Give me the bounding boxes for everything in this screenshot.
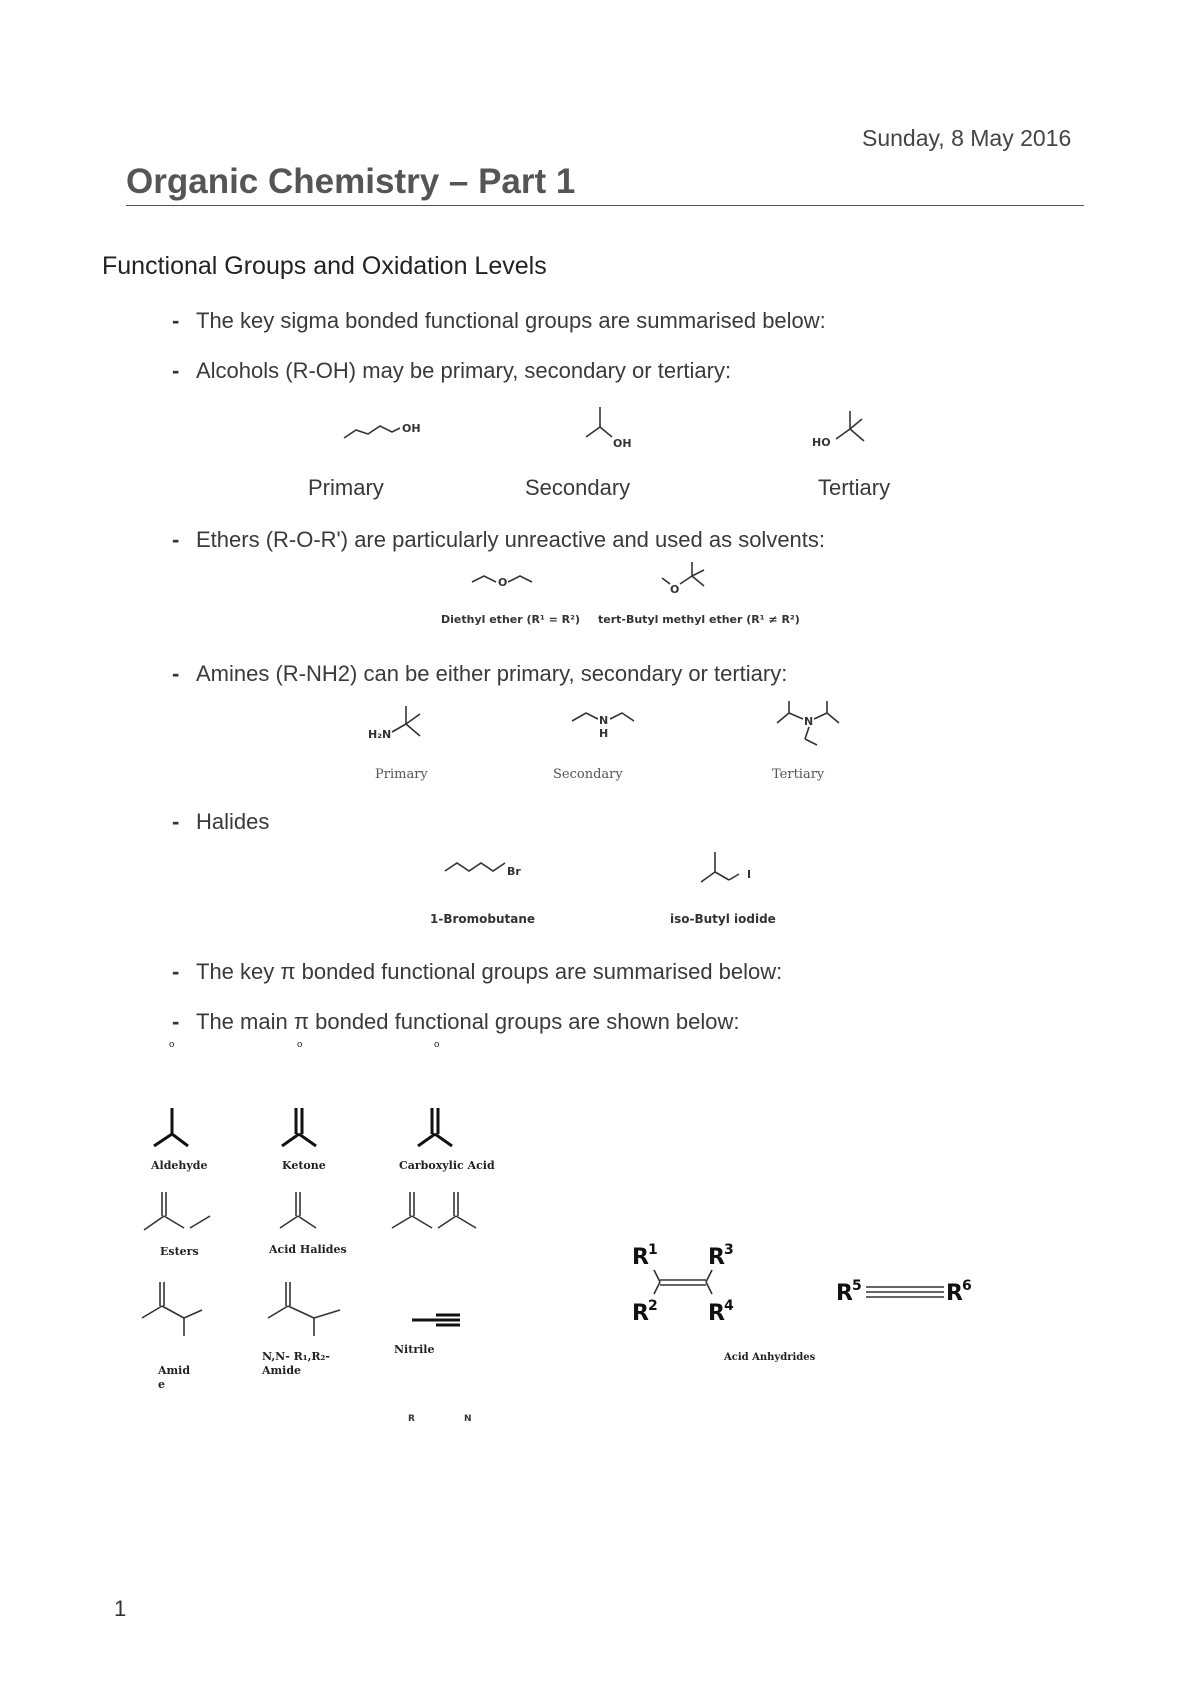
stray-o-3: o xyxy=(434,1040,440,1050)
carboxylic-acid-label: Carboxylic Acid xyxy=(399,1159,495,1172)
stray-o-2: o xyxy=(297,1040,303,1050)
alcohol-label-primary: Primary xyxy=(308,475,384,500)
alcohol-label-tertiary: Tertiary xyxy=(818,475,891,500)
bullet-pi-main-text: The main π bonded functional groups are shown below: xyxy=(196,1009,740,1034)
bullet-alcohols-text: Alcohols (R-OH) may be primary, secondary or tertiary: xyxy=(196,358,732,383)
bullet-pi-key: - The key π bonded functional groups are summarised below: xyxy=(172,959,783,984)
acid-halides-label: Acid Halides xyxy=(269,1243,347,1256)
alkyne-structure xyxy=(834,1270,994,1310)
bullet-sigma-text: The key sigma bonded functional groups are summarised below: xyxy=(196,308,826,333)
isobutyl-iodide-caption: iso-Butyl iodide xyxy=(670,912,776,926)
alkyne-r6-sup: 6 xyxy=(962,1278,972,1294)
diethyl-ether-o: O xyxy=(498,576,508,589)
nitrile-structure xyxy=(410,1310,470,1330)
nitrile-label: Nitrile xyxy=(394,1343,435,1356)
secondary-alcohol-oh: OH xyxy=(613,437,632,450)
document-date: Sunday, 8 May 2016 xyxy=(862,125,1072,151)
bullet-halides-text: Halides xyxy=(196,809,270,834)
stray-r-label: R xyxy=(408,1414,415,1424)
alkene-r3: R xyxy=(708,1245,725,1270)
secondary-amine-structure xyxy=(570,705,650,745)
acid-halide-structure xyxy=(268,1190,338,1240)
bullet-amines: - Amines (R-NH2) can be either primary, secondary or tertiary: xyxy=(172,661,788,686)
tbutyl-methyl-ether-structure xyxy=(660,560,730,595)
page-number: 1 xyxy=(114,1596,127,1621)
bullet-pi-main: - The main π bonded functional groups are shown below: xyxy=(172,1009,740,1034)
alkene-r3-sup: 3 xyxy=(724,1242,734,1258)
amide-label-part1: Amid xyxy=(158,1364,191,1377)
secondary-alcohol-structure xyxy=(580,405,670,450)
tertiary-alcohol-ho: HO xyxy=(812,436,831,449)
alkyne-r6: R xyxy=(946,1281,963,1306)
bromobutane-caption: 1-Bromobutane xyxy=(430,912,536,926)
ketone-label: Ketone xyxy=(282,1159,326,1172)
alkene-r2-sup: 2 xyxy=(648,1298,658,1314)
isobutyl-iodide-i: I xyxy=(747,868,752,881)
tertiary-amine-n: N xyxy=(804,715,814,728)
secondary-amine-n: N xyxy=(599,714,609,727)
amide-structure xyxy=(128,1280,218,1350)
bullet-sigma: - The key sigma bonded functional groups are summarised below: xyxy=(172,308,826,333)
diethyl-ether-caption: Diethyl ether (R¹ = R²) xyxy=(441,613,580,626)
section-heading: Functional Groups and Oxidation Levels xyxy=(102,252,547,280)
alkene-r1: R xyxy=(632,1245,649,1270)
stray-o-1: o xyxy=(169,1040,175,1050)
secondary-amine-h: H xyxy=(599,727,609,740)
anhydride-structure xyxy=(382,1190,492,1240)
diethyl-ether-structure xyxy=(470,568,550,593)
bullet-ethers-text: Ethers (R-O-R') are particularly unreactive and used as solvents: xyxy=(196,527,826,552)
tertiary-alcohol-structure xyxy=(812,405,902,450)
amide-label-part2: e xyxy=(158,1378,165,1391)
nn-amide-label-part1: N,N- R₁,R₂- xyxy=(262,1350,330,1363)
alkene-r4: R xyxy=(708,1301,725,1326)
carboxylic-acid-structure xyxy=(404,1106,464,1156)
aldehyde-structure xyxy=(140,1106,200,1156)
primary-alcohol-oh: OH xyxy=(402,422,421,435)
isobutyl-iodide-structure xyxy=(695,850,765,890)
bullet-alcohols: - Alcohols (R-OH) may be primary, secondary or tertiary: xyxy=(172,358,732,383)
esters-label: Esters xyxy=(160,1245,199,1258)
nn-amide-structure xyxy=(258,1280,358,1350)
alkene-r2: R xyxy=(632,1301,649,1326)
tbutyl-methyl-ether-caption: tert-Butyl methyl ether (R¹ ≠ R²) xyxy=(598,613,800,626)
stray-n-label: N xyxy=(464,1414,472,1424)
tbutyl-methyl-ether-o: O xyxy=(670,583,680,596)
alkyne-r5-sup: 5 xyxy=(852,1278,862,1294)
amine-label-tertiary: Tertiary xyxy=(772,767,825,782)
amine-label-primary: Primary xyxy=(375,767,428,782)
nn-amide-label-part2: Amide xyxy=(262,1364,302,1377)
bullet-amines-text: Amines (R-NH2) can be either primary, secondary or tertiary: xyxy=(196,661,788,686)
primary-alcohol-structure xyxy=(340,410,430,450)
acid-anhydrides-label: Acid Anhydrides xyxy=(724,1352,816,1363)
primary-amine-structure xyxy=(368,702,448,747)
alkyne-r5: R xyxy=(836,1281,853,1306)
alkene-r4-sup: 4 xyxy=(724,1298,734,1314)
alkene-r1-sup: 1 xyxy=(648,1242,658,1258)
bromobutane-br: Br xyxy=(507,865,521,878)
ester-structure xyxy=(134,1190,224,1240)
amine-label-secondary: Secondary xyxy=(553,767,623,782)
bullet-ethers: - Ethers (R-O-R') are particularly unreactive and used as solvents: xyxy=(172,527,826,552)
alcohol-label-secondary: Secondary xyxy=(525,475,631,500)
bromobutane-structure xyxy=(443,855,533,885)
bullet-pi-key-text: The key π bonded functional groups are summarised below: xyxy=(196,959,783,984)
page-title: Organic Chemistry – Part 1 xyxy=(126,162,576,201)
alkene-structure xyxy=(630,1240,740,1335)
bullet-halides: - Halides xyxy=(172,809,270,834)
ketone-structure xyxy=(268,1106,328,1156)
tertiary-amine-structure xyxy=(775,697,855,749)
primary-amine-h2n: H₂N xyxy=(368,728,392,741)
title-underline xyxy=(126,205,1084,206)
aldehyde-label: Aldehyde xyxy=(151,1159,208,1172)
